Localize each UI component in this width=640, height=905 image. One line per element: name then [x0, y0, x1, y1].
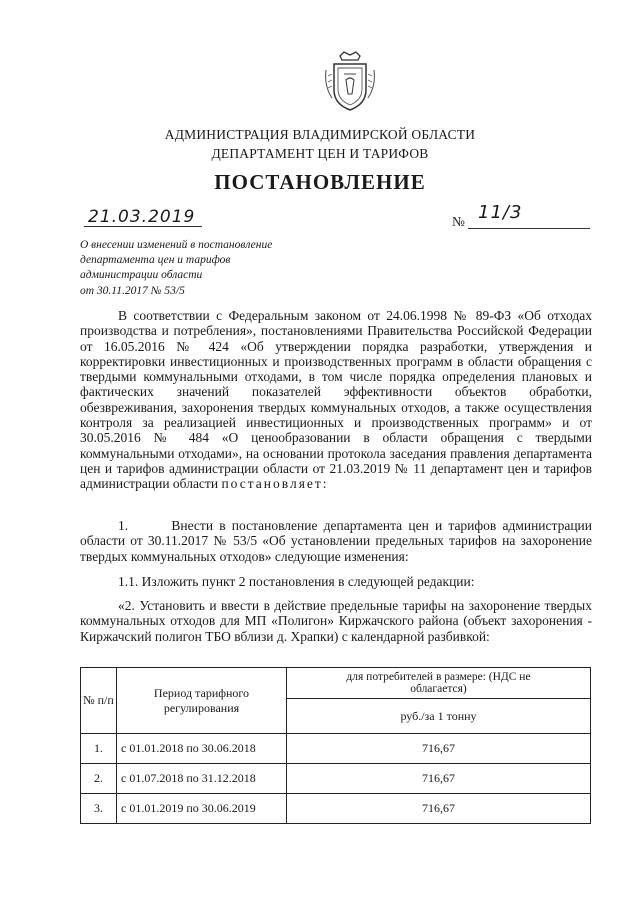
table-row	[81, 794, 591, 824]
item-1-1-paragraph: 1.1. Изложить пункт 2 постановления в следующей редакции:	[118, 574, 475, 589]
date-underline	[84, 226, 202, 227]
row-period: с 01.01.2019 по 30.06.2019	[117, 794, 287, 824]
row-period: с 01.01.2018 по 30.06.2018	[117, 734, 287, 764]
number-underline	[468, 228, 590, 229]
row-value: 716,67	[287, 764, 591, 794]
department-name: ДЕПАРТАМЕНТ ЦЕН И ТАРИФОВ	[211, 146, 429, 161]
preamble-paragraph: В соответствии с Федеральным законом от 24.06.1998 № 89-ФЗ «Об отходах производства и потребления», постановлениями Правительства Российской Федерации от 16.05.2016 № 424 «Об утверждении порядка разработки, утверждения и корректировки инвестиционных и производственных программ в области обращения с твердыми коммунальными отходами, в том числе порядка определения плановых и фактических значений показателей эффективности объектов обработки, обезвреживания, захоронения твердых коммунальных отходов, а также осуществления контроля за реализацией инвестиционных и производственных программ» и от 30.05.2016 № 484 «О ценообразовании в области обращения с твердыми коммунальными отходами», на основании протокола заседания правления департамента цен и тарифов администрации области от 21.03.2019 № 11 департамент цен и тарифов администрации области постановляет:	[80, 308, 592, 492]
coat-of-arms-icon	[322, 50, 378, 114]
document-subject: О внесении изменений в постановление департамента цен и тарифов администрации области от 30.11.2017 № 53/5	[80, 239, 273, 297]
table-row	[81, 734, 591, 764]
document-date: 21.03.2019	[88, 207, 196, 227]
item-1-paragraph: 1. Внести в постановление департамента цен и тарифов администрации области от 30.11.2017 № 53/5 «Об установлении предельных тарифов на захоронение твердых коммунальных отходов» следующие изменения:	[80, 518, 593, 564]
document-number: 11/3	[478, 202, 523, 223]
header-unit: руб./за 1 тонну	[287, 699, 591, 734]
number-label: №	[452, 214, 465, 229]
table-row	[81, 764, 591, 794]
row-value: 716,67	[287, 734, 591, 764]
row-value: 716,67	[287, 794, 591, 824]
tariff-table	[80, 667, 591, 824]
document-type: ПОСТАНОВЛЕНИЕ	[214, 170, 426, 194]
row-num: 2.	[81, 764, 117, 794]
row-period: с 01.07.2018 по 31.12.2018	[117, 764, 287, 794]
header-num: № п/п	[81, 668, 117, 734]
org-name: АДМИНИСТРАЦИЯ ВЛАДИМИРСКОЙ ОБЛАСТИ	[164, 127, 476, 142]
row-num: 3.	[81, 794, 117, 824]
header-consumers: для потребителей в размере: (НДС не облагается)	[287, 668, 591, 699]
row-num: 1.	[81, 734, 117, 764]
item-2-paragraph: «2. Установить и ввести в действие предельные тарифы на захоронение твердых коммунальных отходов для МП «Полигон» Киржачского района (объект захоронения - Киржачский полигон ТБО вблизи д. Храпки) с календарной разбивкой:	[80, 598, 592, 644]
decree-word: постановляет:	[221, 476, 329, 492]
header-period: Период тарифного регулирования	[117, 668, 287, 734]
